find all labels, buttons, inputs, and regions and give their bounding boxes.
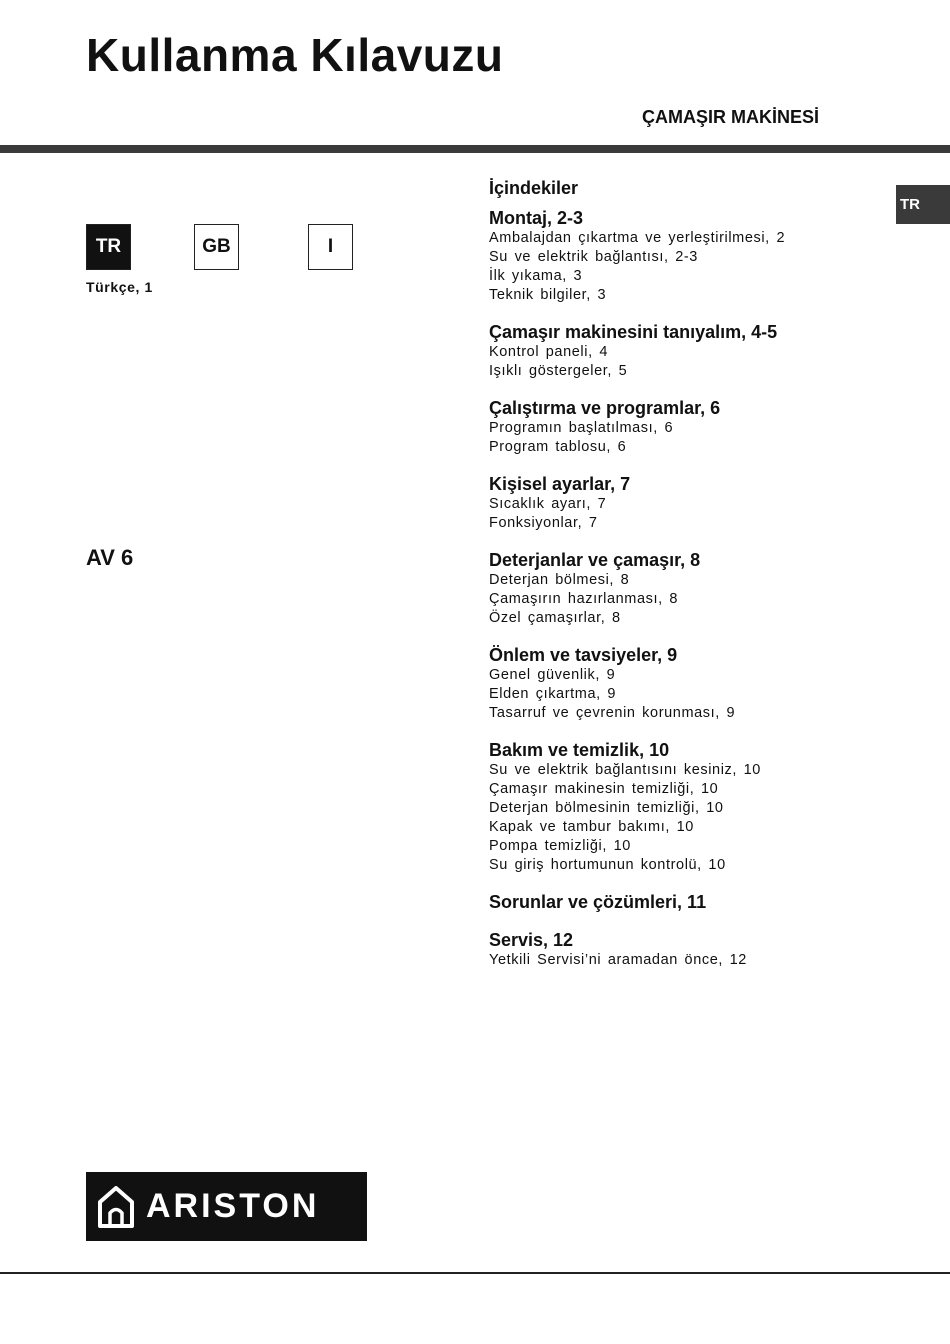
toc-section — [489, 207, 899, 305]
language-button-gb[interactable]: GB — [194, 224, 239, 270]
toc-item[interactable]: Su ve elektrik bağlantısını kesiniz, 10 — [489, 762, 761, 778]
top-divider — [0, 145, 950, 153]
toc-item[interactable]: Deterjan bölmesinin temizliği, 10 — [489, 800, 724, 816]
toc-item[interactable]: Kapak ve tambur bakımı, 10 — [489, 819, 694, 835]
toc-item[interactable]: Fonksiyonlar, 7 — [489, 515, 598, 531]
toc-item[interactable]: Programın başlatılması, 6 — [489, 420, 674, 436]
page-title: Kullanma Kılavuzu — [86, 29, 504, 81]
bottom-divider — [0, 1272, 950, 1274]
toc-section-title[interactable]: Montaj, 2-3 — [489, 208, 584, 228]
toc-section — [489, 739, 899, 875]
language-side-tab: TR — [896, 185, 950, 224]
toc-item[interactable]: Işıklı göstergeler, 5 — [489, 363, 628, 379]
toc-section-title[interactable]: Bakım ve temizlik, 10 — [489, 740, 670, 760]
toc-item[interactable]: Genel güvenlik, 9 — [489, 667, 616, 683]
house-logo-icon — [98, 1186, 134, 1228]
toc-section-title[interactable]: Deterjanlar ve çamaşır, 8 — [489, 550, 701, 570]
toc-item[interactable]: Çamaşırın hazırlanması, 8 — [489, 591, 679, 607]
model-name: AV 6 — [86, 545, 134, 570]
toc-section-title[interactable]: Servis, 12 — [489, 930, 574, 950]
toc-heading: İçindekiler — [489, 178, 579, 198]
toc-section — [489, 549, 899, 628]
toc-section — [489, 929, 899, 970]
toc-item[interactable]: Kontrol paneli, 4 — [489, 344, 608, 360]
toc-section — [489, 891, 899, 913]
toc-section — [489, 644, 899, 723]
toc-item[interactable]: Program tablosu, 6 — [489, 439, 627, 455]
toc-section-title[interactable]: Sorunlar ve çözümleri, 11 — [489, 892, 707, 912]
toc-item[interactable]: Ambalajdan çıkartma ve yerleştirilmesi, 2 — [489, 230, 786, 246]
language-button-i[interactable]: I — [308, 224, 353, 270]
toc-section-title[interactable]: Çalıştırma ve programlar, 6 — [489, 398, 721, 418]
toc-section-title[interactable]: Kişisel ayarlar, 7 — [489, 474, 631, 494]
language-caption: Türkçe, 1 — [86, 279, 153, 295]
toc-item[interactable]: Elden çıkartma, 9 — [489, 686, 617, 702]
toc-section-title[interactable]: Önlem ve tavsiyeler, 9 — [489, 645, 678, 665]
toc-item[interactable]: Özel çamaşırlar, 8 — [489, 610, 621, 626]
toc-item[interactable]: Yetkili Servisi’ni aramadan önce, 12 — [489, 952, 747, 968]
table-of-contents — [489, 178, 899, 986]
toc-item[interactable]: Teknik bilgiler, 3 — [489, 287, 607, 303]
toc-item[interactable]: Su giriş hortumunun kontrolü, 10 — [489, 857, 726, 873]
toc-item[interactable]: Sıcaklık ayarı, 7 — [489, 496, 607, 512]
toc-item[interactable]: Çamaşır makinesin temizliği, 10 — [489, 781, 719, 797]
toc-section — [489, 397, 899, 457]
toc-section — [489, 321, 899, 381]
toc-item[interactable]: Deterjan bölmesi, 8 — [489, 572, 630, 588]
toc-section-title[interactable]: Çamaşır makinesini tanıyalım, 4-5 — [489, 322, 778, 342]
toc-sections — [489, 207, 899, 970]
toc-section — [489, 473, 899, 533]
brand-logo — [86, 1172, 367, 1241]
toc-item[interactable]: Pompa temizliği, 10 — [489, 838, 631, 854]
toc-item[interactable]: Su ve elektrik bağlantısı, 2-3 — [489, 249, 698, 265]
product-type-label: ÇAMAŞIR MAKİNESİ — [641, 107, 819, 127]
brand-name: ARISTON — [146, 1187, 320, 1225]
toc-item[interactable]: İlk yıkama, 3 — [489, 268, 583, 284]
toc-item[interactable]: Tasarruf ve çevrenin korunması, 9 — [489, 705, 736, 721]
language-button-tr[interactable]: TR — [86, 224, 131, 270]
